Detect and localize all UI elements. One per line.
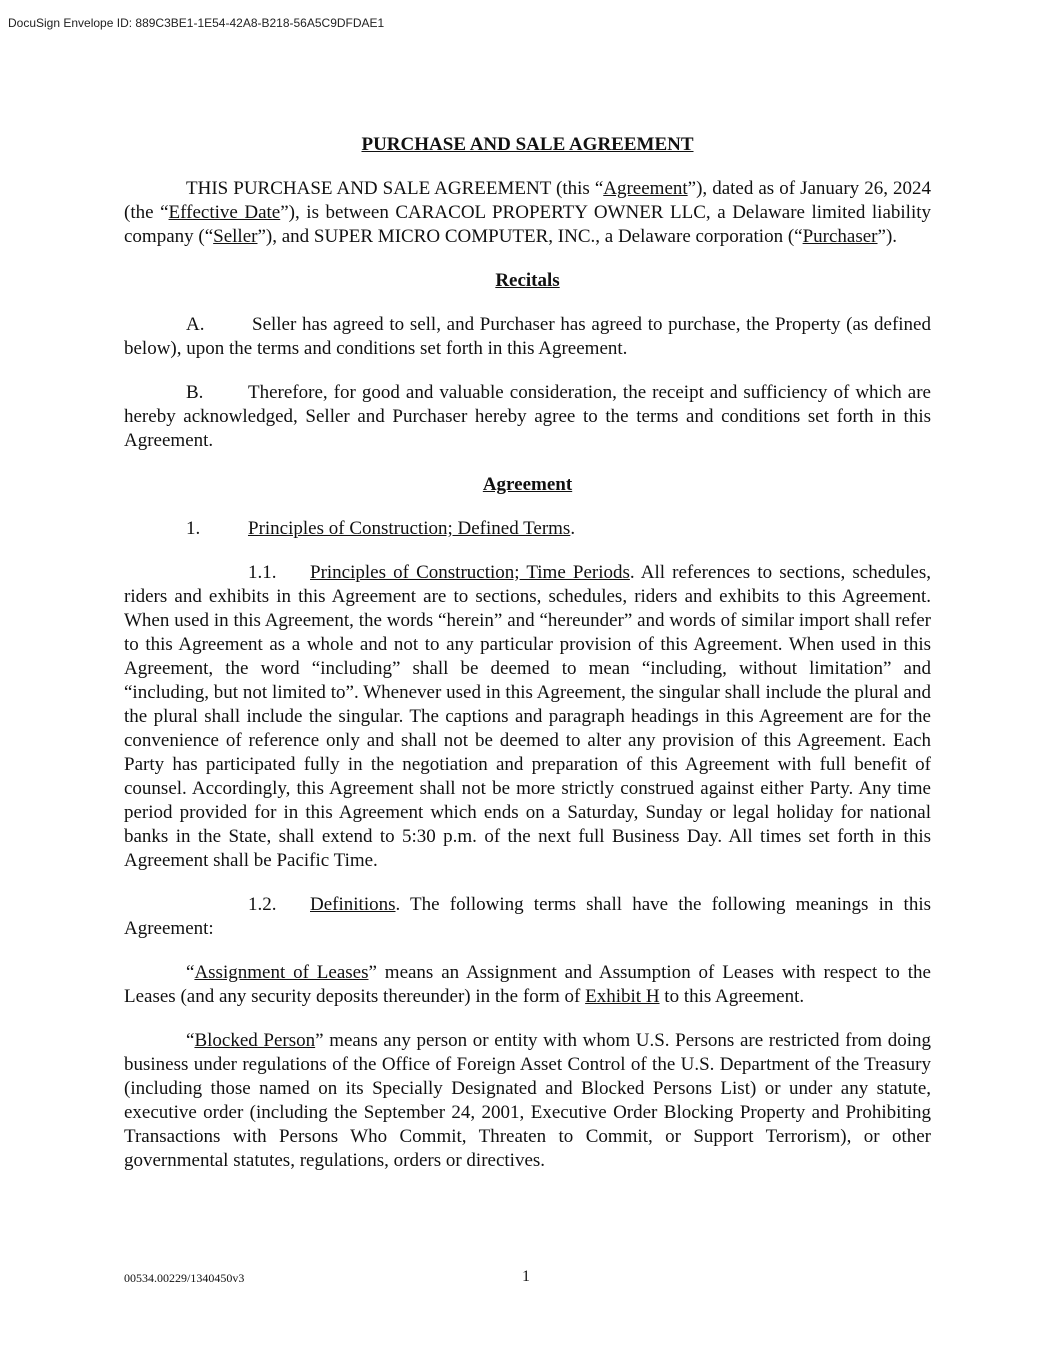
term-agreement: Agreement — [603, 178, 688, 199]
intro-paragraph — [124, 177, 931, 249]
def-blocked-term: Blocked Person — [194, 1030, 316, 1051]
def-assignment-term: Assignment of Leases — [194, 962, 369, 983]
docusign-envelope-id: DocuSign Envelope ID: 889C3BE1-1E54-42A8-B218-56A5C9DFDAE1 — [8, 16, 385, 30]
section-1-2-title: Definitions — [310, 894, 396, 915]
section-1 — [124, 517, 931, 541]
recital-a-label: A. — [186, 314, 205, 335]
section-1-1-text: . All references to sections, schedules, riders and exhibits in this Agreement are to sections, schedules, riders and exhibits to this Agreement. When used in this Agreement, the words “herein” and “hereunder” and words of similar import shall refer to this Agreement as a whole and not to any particular provision of this Agreement. When used in this Agreement, the word “including” shall be deemed to mean “including, without limitation” and “including, but not limited to”. Whenever used in this Agreement, the singular shall include the plural and the plural shall include the singular. The captions and paragraph headings in this Agreement are for the convenience of reference only and shall not be deemed to alter any provision of this Agreement. Each Party has participated fully in the negotiation and preparation of this Agreement with full benefit of counsel. Accordingly, this Agreement shall not be more strictly construed against either Party. Any time period provided for in this Agreement which ends on a Saturday, Sunday or legal holiday for national banks in the State, shall extend to 5:30 p.m. of the next full Business Day. All times set forth in this Agreement shall be Pacific Time. — [124, 562, 931, 871]
recital-b — [124, 381, 931, 453]
section-1-2-text: . The following terms shall have the following meanings in this Agreement: — [124, 894, 931, 939]
def-assignment-text-2: to this Agreement. — [659, 986, 805, 1007]
exhibit-h-reference: Exhibit H — [585, 986, 660, 1007]
recitals-heading: Recitals — [495, 270, 560, 291]
section-1-1-title: Principles of Construction; Time Periods — [310, 562, 630, 583]
document-title: PURCHASE AND SALE AGREEMENT — [361, 134, 694, 155]
def-blocked-text: ” means any person or entity with whom U.S. Persons are restricted from doing business under regulations of the Office of Foreign Asset Control of the U.S. Department of the Treasury (including those named on its Specially Designated and Blocked Persons List) or under any statute, executive order (including the September 24, 2001, Executive Order Blocking Property and Prohibiting Transactions with Persons Who Commit, Threaten to Commit, or Support Terrorism), or other governmental statutes, regulations, orders or directives. — [124, 1030, 931, 1171]
term-purchaser: Purchaser — [802, 226, 878, 247]
agreement-heading: Agreement — [482, 474, 573, 495]
intro-text-4: ”), and SUPER MICRO COMPUTER, INC., a Delaware corporation (“ — [257, 226, 803, 247]
section-1-number: 1. — [186, 518, 201, 539]
section-1-end: . — [570, 518, 576, 539]
definition-blocked-person — [124, 1029, 931, 1173]
intro-text-1: THIS PURCHASE AND SALE AGREEMENT (this “ — [186, 178, 604, 199]
def-assignment-text-1: ” means an Assignment and Assumption of Leases with respect to the Leases (and any security deposits thereunder) in the form of — [124, 962, 931, 1007]
page-number: 1 — [522, 1268, 530, 1285]
section-1-1 — [124, 561, 931, 873]
definition-assignment-of-leases — [124, 961, 931, 1009]
intro-text-5: ”). — [877, 226, 898, 247]
term-effective-date: Effective Date — [168, 202, 281, 223]
recital-a-text: Seller has agreed to sell, and Purchaser has agreed to purchase, the Property (as defined below), upon the terms and conditions set forth in this Agreement. — [124, 314, 931, 359]
section-1-2-number: 1.2. — [248, 894, 277, 915]
recital-b-label: B. — [186, 382, 204, 403]
recital-b-text: Therefore, for good and valuable consideration, the receipt and sufficiency of which are hereby acknowledged, Seller and Purchaser hereby agree to the terms and conditions set forth in this Agreement. — [124, 382, 931, 451]
def-assignment-open-quote: “ — [186, 962, 195, 983]
document-body — [124, 133, 931, 1193]
section-1-2 — [124, 893, 931, 941]
intro-text-3: ”), is between CARACOL PROPERTY OWNER LLC, a Delaware limited liability company (“ — [124, 202, 932, 247]
intro-text-2: ”), dated as of January 26, 2024 (the “ — [124, 178, 931, 223]
def-blocked-open-quote: “ — [186, 1030, 195, 1051]
recital-a — [124, 313, 931, 361]
section-1-title: Principles of Construction; Defined Terms — [248, 518, 571, 539]
section-1-1-number: 1.1. — [248, 562, 277, 583]
footer-document-id: 00534.00229/1340450v3 — [124, 1271, 245, 1285]
term-seller: Seller — [213, 226, 258, 247]
